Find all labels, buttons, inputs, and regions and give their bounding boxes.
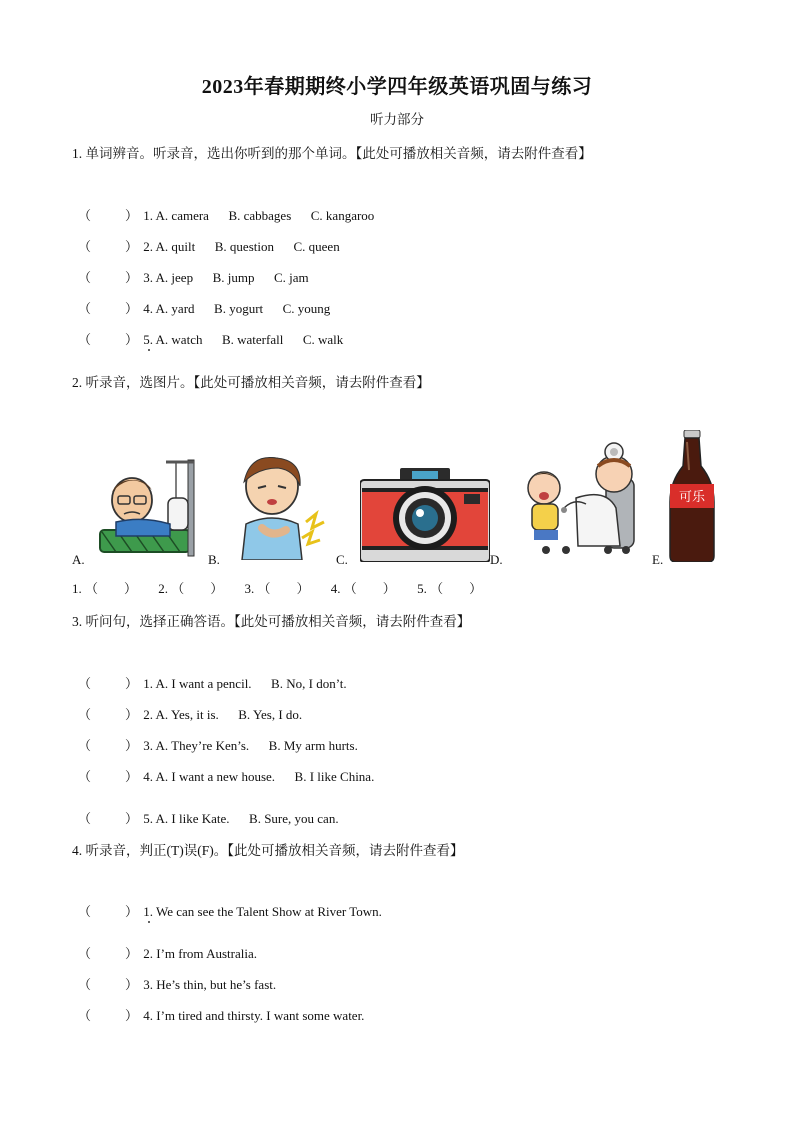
cola-label-text: 可乐 <box>678 490 706 505</box>
picture-b-stomachache <box>232 452 332 560</box>
section2-heading: 2. 听录音，选图片。【此处可播放相关音频，请去附件查看】 <box>72 375 430 390</box>
s1-row-2: （ ） 2. A. quilt B. question C. queen <box>78 239 340 254</box>
picture-d-doctor <box>516 438 646 558</box>
s4-row-3-text: 3. He’s thin, but he’s fast. <box>143 977 277 992</box>
s1-row-5: （ ） 5. A. watch B. waterfall C. walk <box>78 332 344 347</box>
s1-row-3-text: 3. A. jeep B. jump C. jam <box>143 270 309 285</box>
s3-row-1: （ ） 1. A. I want a pencil. B. No, I don’t. <box>78 676 347 691</box>
label-b: B. <box>208 552 220 567</box>
s4-row-4: （ ） 4. I’m tired and thirsty. I want some water. <box>78 1008 365 1023</box>
label-c: C. <box>336 552 348 567</box>
picture-a-sick-in-bed <box>96 452 206 560</box>
section3-heading: 3. 听问句，选择正确答语。【此处可播放相关音频，请去附件查看】 <box>72 614 471 629</box>
s3-row-5: （ ） 5. A. I like Kate. B. Sure, you can. <box>78 811 339 826</box>
s4-row-1: （ ） 1. We can see the Talent Show at River Town. <box>78 904 382 919</box>
s1-row-5-text: 5. A. watch B. waterfall C. walk <box>143 332 344 347</box>
s4-row-3: （ ） 3. He’s thin, but he’s fast. <box>78 977 277 992</box>
page-title: 2023年春期期终小学四年级英语巩固与练习 <box>201 76 593 98</box>
s4-row-2-text: 2. I’m from Australia. <box>143 946 257 961</box>
s3-row-4-text: 4. A. I want a new house. B. I like China. <box>143 769 375 784</box>
label-d: D. <box>490 552 503 567</box>
section4-heading: 4. 听录音，判正(T)误(F)。【此处可播放相关音频，请去附件查看】 <box>72 843 464 858</box>
artifact-dot <box>148 921 150 923</box>
s4-row-4-text: 4. I’m tired and thirsty. I want some water. <box>143 1008 365 1023</box>
s3-row-5-text: 5. A. I like Kate. B. Sure, you can. <box>143 811 339 826</box>
label-e: E. <box>652 552 664 567</box>
s2-answer-5: 5. （ ） <box>417 581 483 596</box>
s3-row-2-text: 2. A. Yes, it is. B. Yes, I do. <box>143 707 303 722</box>
s3-row-3-text: 3. A. They’re Ken’s. B. My arm hurts. <box>143 738 358 753</box>
picture-c-camera <box>360 466 490 562</box>
s1-row-4: （ ） 4. A. yard B. yogurt C. young <box>78 301 331 316</box>
s3-row-1-text: 1. A. I want a pencil. B. No, I don’t. <box>143 676 347 691</box>
s1-row-2-text: 2. A. quilt B. question C. queen <box>143 239 340 254</box>
s2-answer-2: 2. （ ） <box>158 581 224 596</box>
s2-answer-3: 3. （ ） <box>244 581 310 596</box>
s3-row-4: （ ） 4. A. I want a new house. B. I like China. <box>78 769 375 784</box>
page-subtitle: 听力部分 <box>370 112 424 127</box>
s1-row-1-text: 1. A. camera B. cabbages C. kangaroo <box>143 208 375 223</box>
s1-row-1: （ ） 1. A. camera B. cabbages C. kangaroo <box>78 208 375 223</box>
s3-row-3: （ ） 3. A. They’re Ken’s. B. My arm hurts. <box>78 738 358 753</box>
s1-row-3: （ ） 3. A. jeep B. jump C. jam <box>78 270 309 285</box>
s4-row-1-text: 1. We can see the Talent Show at River Town. <box>143 904 382 919</box>
s2-answer-4: 4. （ ） <box>330 581 396 596</box>
s2-answer-1: 1. （ ） <box>72 581 138 596</box>
label-a: A. <box>72 552 85 567</box>
section2-answer-row <box>72 578 500 597</box>
artifact-dot <box>148 349 150 351</box>
picture-e-cola <box>666 430 718 562</box>
s1-row-4-text: 4. A. yard B. yogurt C. young <box>143 301 331 316</box>
section1-heading: 1. 单词辨音。听录音，选出你听到的那个单词。【此处可播放相关音频，请去附件查看】 <box>72 146 592 161</box>
s4-row-2: （ ） 2. I’m from Australia. <box>78 946 257 961</box>
s3-row-2: （ ） 2. A. Yes, it is. B. Yes, I do. <box>78 707 303 722</box>
